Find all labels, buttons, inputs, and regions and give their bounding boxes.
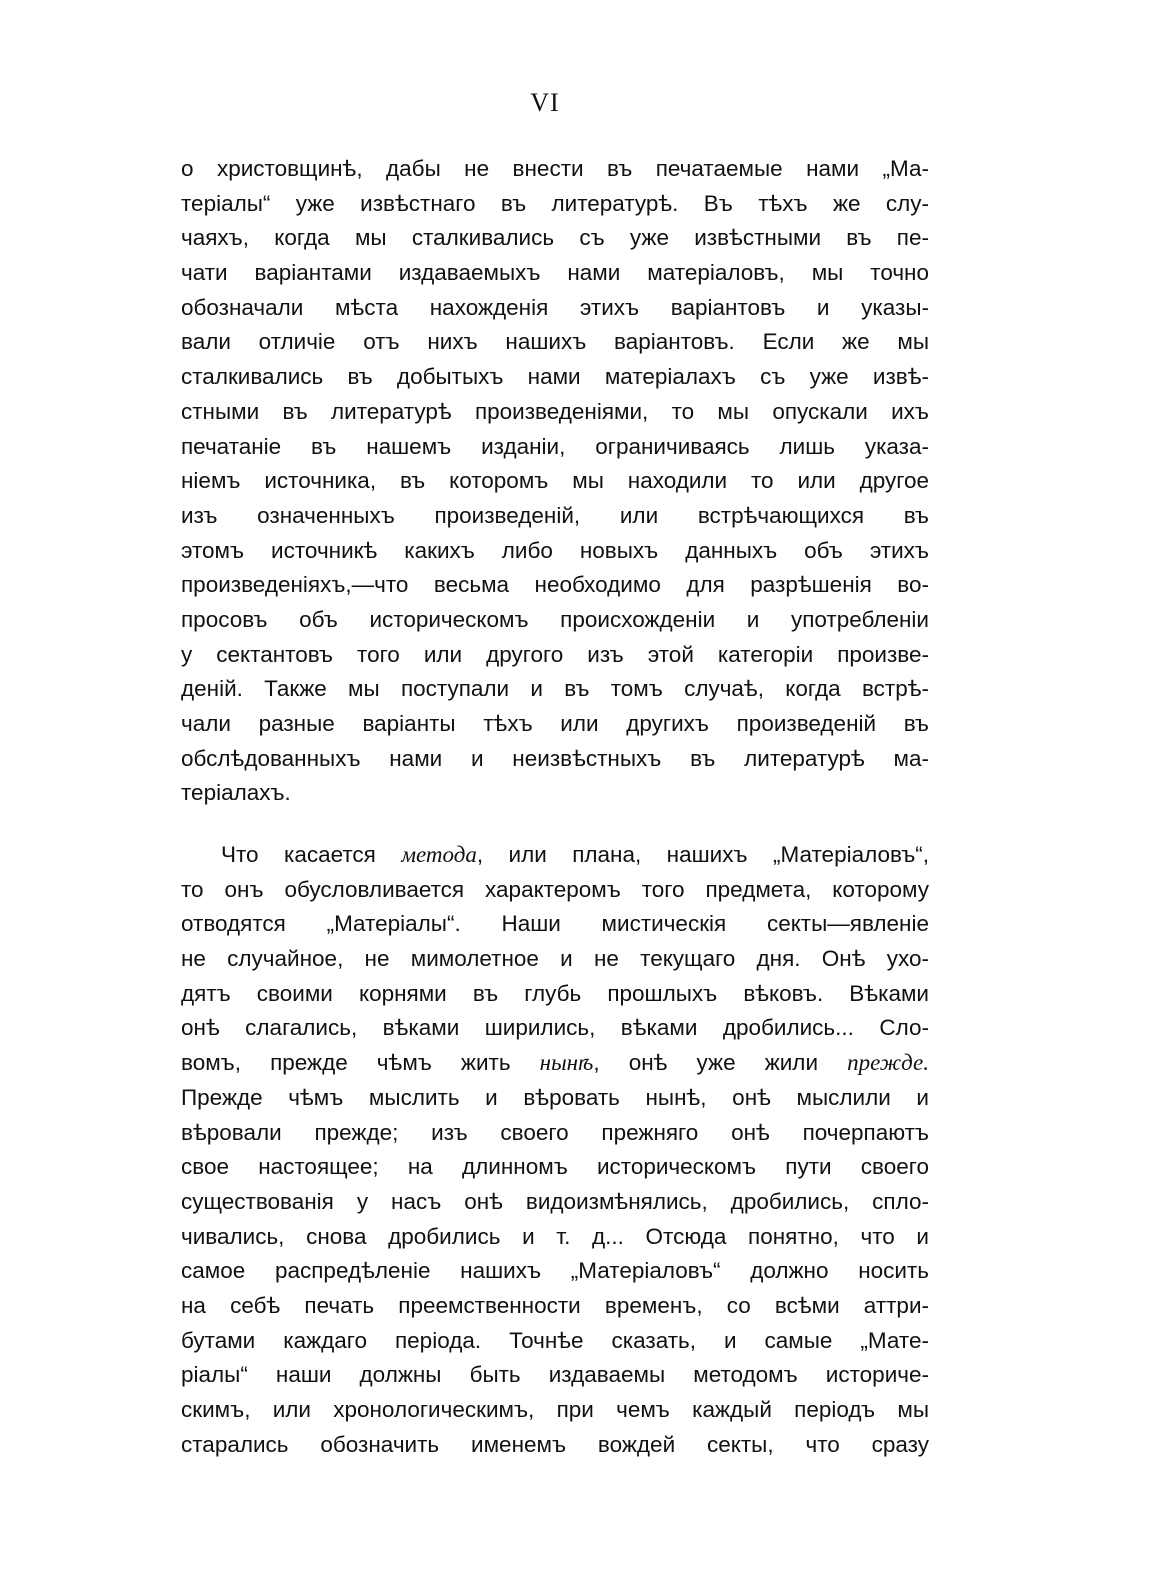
page-number: VI xyxy=(530,88,560,117)
text-line: теріалы“ уже извѣстнаго въ литературѣ. Въ тѣхъ же слу- xyxy=(181,190,929,216)
text-line: отводятся „Матеріалы“. Наши мистическія секты—явленіе xyxy=(181,911,929,937)
text-line: скимъ, или хронологическимъ, при чемъ каждый періодъ мы xyxy=(181,1397,929,1422)
text-line: Прежде чѣмъ мыслить и вѣровать нынѣ, онѣ мыслили и xyxy=(181,1084,929,1110)
text-line: чали разные варіанты тѣхъ или другихъ произведеній въ xyxy=(181,711,929,736)
italic-term-before: прежде. xyxy=(847,1050,929,1076)
text-line: старались обозначить именемъ вождей секты, что сразу xyxy=(181,1431,929,1457)
italic-term-now: нынѣ xyxy=(539,1050,594,1076)
text-line: не случайное, не мимолетное и не текущаго дня. Онѣ ухо- xyxy=(181,946,929,972)
paragraph-2 xyxy=(181,838,929,1462)
text-line: деній. Также мы поступали и въ томъ случаѣ, когда встрѣ- xyxy=(181,676,929,702)
text-span: Что касается xyxy=(221,842,402,867)
text-line: вѣровали прежде; изъ своего прежняго онѣ почерпаютъ xyxy=(181,1119,929,1145)
text-line: дятъ своими корнями въ глубь прошлыхъ вѣковъ. Вѣками xyxy=(181,980,929,1006)
text-line: чивались, снова дробились и т. д... Отсюда понятно, что и xyxy=(181,1223,929,1249)
italic-term-method: метода xyxy=(401,842,477,867)
text-span: вомъ, прежде чѣмъ жить xyxy=(181,1050,540,1076)
text-line: вали отличіе отъ нихъ нашихъ варіантовъ. Если же мы xyxy=(181,329,929,355)
text-line: стными въ литературѣ произведеніями, то мы опускали ихъ xyxy=(181,398,929,424)
text-line: о христовщинѣ, дабы не внести въ печатаемые нами „Ма- xyxy=(181,156,929,181)
text-line: теріалахъ. xyxy=(181,780,291,806)
text-line: ніемъ источника, въ которомъ мы находили то или другое xyxy=(181,468,929,494)
text-line: сталкивались въ добытыхъ нами матеріалахъ съ уже извѣ- xyxy=(181,364,929,390)
text-line: у сектантовъ того или другого изъ этой категоріи произве- xyxy=(181,641,929,667)
text-line xyxy=(181,838,929,873)
text-line: обозначали мѣста нахожденія этихъ варіантовъ и указы- xyxy=(181,294,929,320)
text-line xyxy=(181,1046,929,1081)
text-line: чаяхъ, когда мы сталкивались съ уже извѣстными въ пе- xyxy=(181,225,929,251)
text-line: этомъ источникѣ какихъ либо новыхъ данныхъ объ этихъ xyxy=(181,537,929,563)
text-line: онѣ слагались, вѣками ширились, вѣками дробились... Сло- xyxy=(181,1015,929,1041)
text-line: самое распредѣленіе нашихъ „Матеріаловъ“ должно носить xyxy=(181,1258,929,1284)
paragraph-1 xyxy=(181,152,929,811)
text-line: на себѣ печать преемственности временъ, со всѣми аттри- xyxy=(181,1292,929,1318)
text-line: просовъ объ историческомъ происхожденіи и употребленіи xyxy=(181,606,929,632)
text-line: печатаніе въ нашемъ изданіи, ограничиваясь лишь указа- xyxy=(181,433,929,459)
text-line: бутами каждаго періода. Точнѣе сказать, и самые „Мате- xyxy=(181,1327,929,1353)
text-line: изъ означенныхъ произведеній, или встрѣчающихся въ xyxy=(181,502,929,528)
text-line: то онъ обусловливается характеромъ того предмета, которому xyxy=(181,876,929,902)
text-line: свое настоящее; на длинномъ историческомъ пути своего xyxy=(181,1154,929,1180)
text-span: , онѣ уже жили xyxy=(593,1050,848,1076)
text-span: , или плана, нашихъ „Матеріаловъ“, xyxy=(476,842,929,867)
text-line: обслѣдованныхъ нами и неизвѣстныхъ въ литературѣ ма- xyxy=(181,745,929,771)
text-line: чати варіантами издаваемыхъ нами матеріаловъ, мы точно xyxy=(181,260,929,286)
text-line: ріалы“ наши должны быть издаваемы методомъ историче- xyxy=(181,1362,929,1388)
text-line: существованія у насъ онѣ видоизмѣнялись, дробились, спло- xyxy=(181,1188,929,1214)
text-line: произведеніяхъ,—что весьма необходимо для разрѣшенія во- xyxy=(181,572,929,598)
